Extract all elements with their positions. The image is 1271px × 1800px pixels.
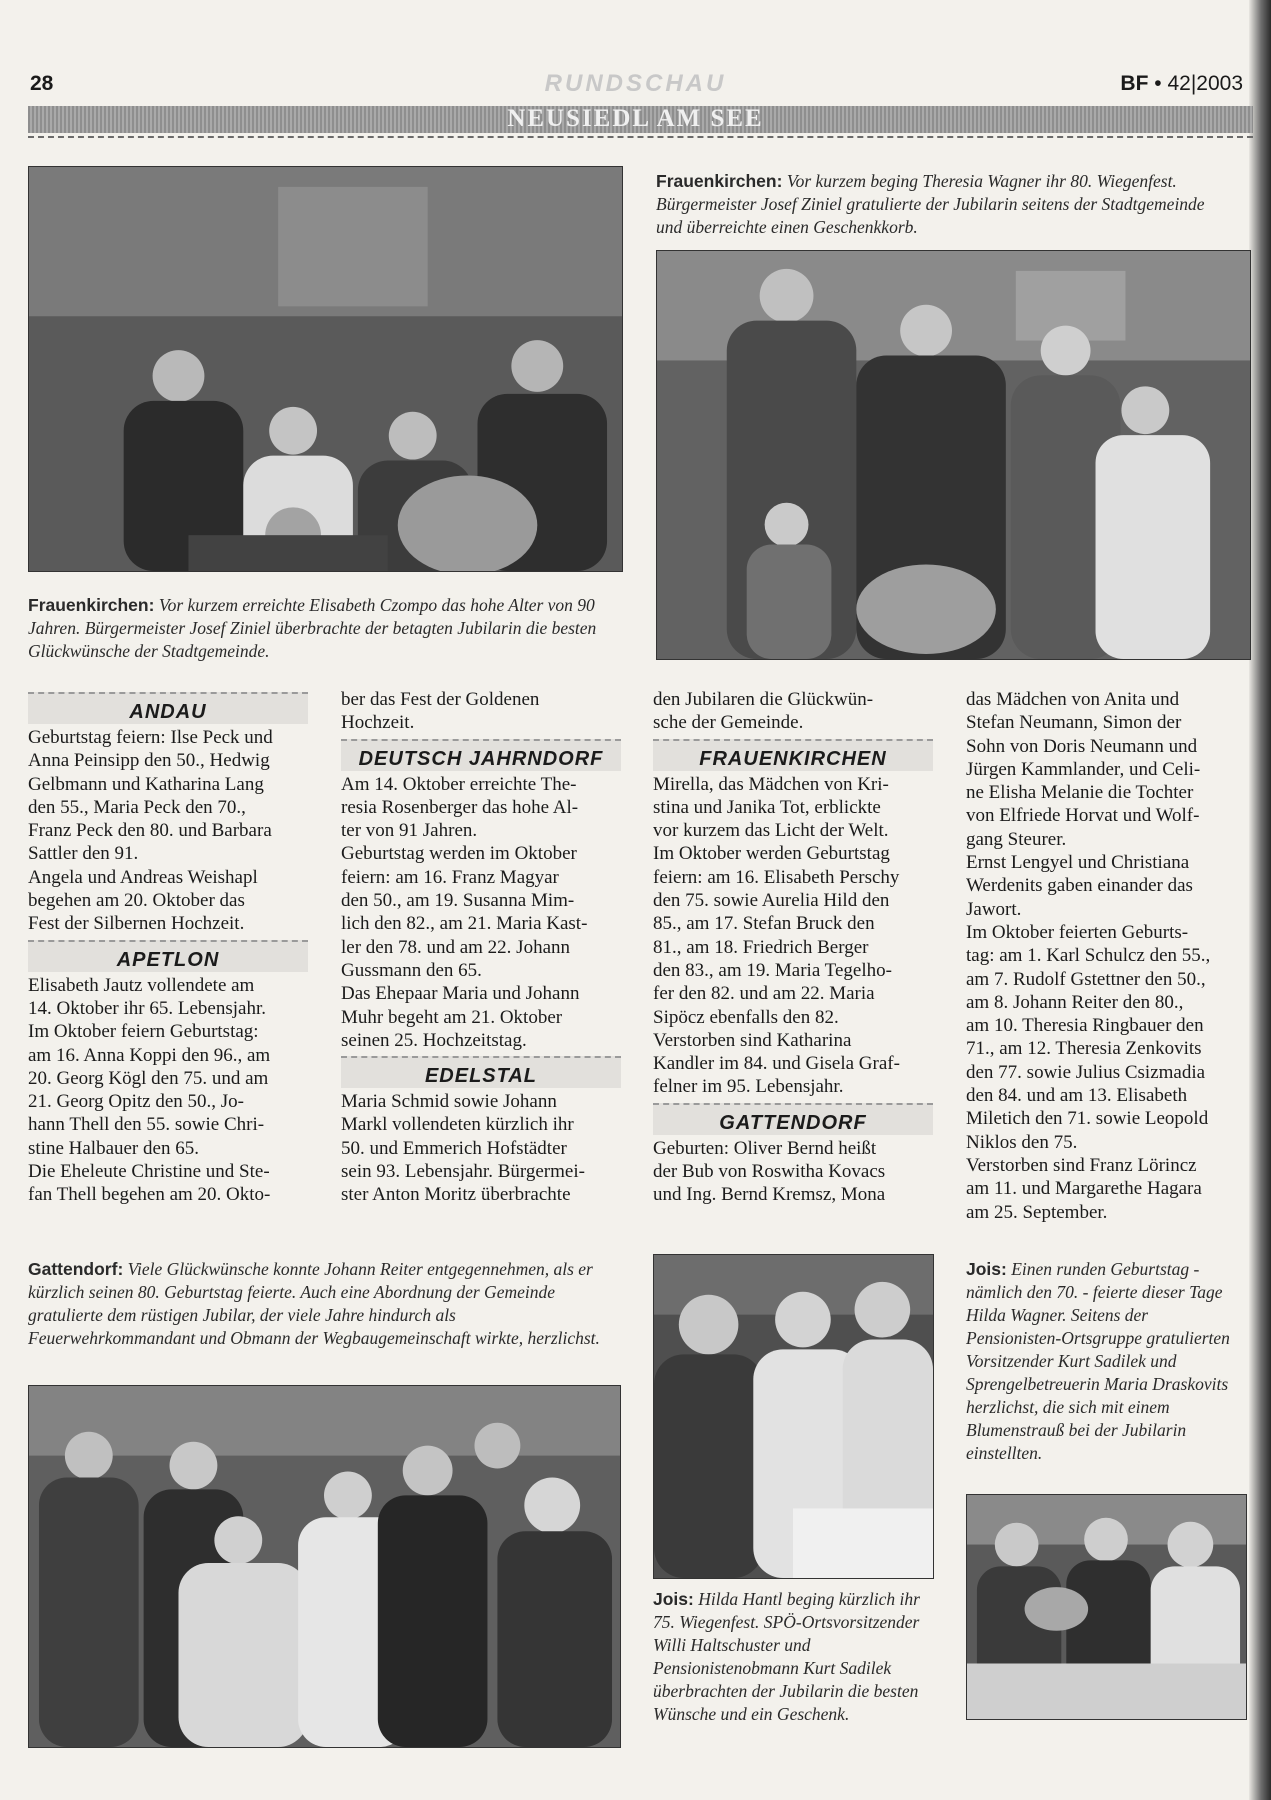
text-line: Geburtstag werden im Oktober bbox=[341, 843, 577, 865]
text-line: den 83., am 19. Maria Tegelho- bbox=[653, 959, 892, 981]
text-line: Muhr begeht am 21. Oktober bbox=[341, 1006, 563, 1028]
text-line: das Mädchen von Anita und bbox=[966, 689, 1180, 710]
text-line: 85., am 17. Stefan Bruck den bbox=[653, 913, 875, 935]
text-line: Gussmann den 65. bbox=[341, 959, 482, 981]
text-line: am 7. Rudolf Gstettner den 50., bbox=[966, 968, 1206, 990]
caption-reiter bbox=[28, 1258, 610, 1350]
article-column-4 bbox=[966, 688, 1251, 1224]
text-line: Verstorben sind Franz Lörincz bbox=[966, 1154, 1197, 1176]
caption-text: Einen runden Geburtstag - nämlich den 70. - feierte dieser Tage Hilda Wagner. Seitens der Pensionisten-Ortsgruppe gratulierten Vorsitzender Kurt Sadilek und Sprengelbetreuerin Maria Draskovits herzlichst, die sich mit einem Blumenstrauß bei der Jubilarin einstellten. bbox=[966, 1259, 1230, 1463]
text-line: Maria Schmid sowie Johann bbox=[341, 1091, 557, 1113]
article-column-2 bbox=[341, 688, 621, 1207]
text-line: am 11. und Margarethe Hagara bbox=[966, 1178, 1202, 1200]
text-line: Markl vollendeten kürzlich ihr bbox=[341, 1114, 574, 1136]
issue-info bbox=[1120, 72, 1243, 96]
caption-hantl bbox=[653, 1588, 938, 1726]
text-line: lich den 82., am 21. Maria Kast- bbox=[341, 913, 588, 935]
text-line: 21. Georg Opitz den 50., Jo- bbox=[28, 1091, 245, 1113]
caption-wagner-jois bbox=[966, 1258, 1246, 1465]
issue-number: 42|2003 bbox=[1167, 72, 1243, 95]
text-line: gang Steurer. bbox=[966, 828, 1067, 850]
text-line: Stefan Neumann, Simon der bbox=[966, 712, 1182, 734]
text-line: Mirella, das Mädchen von Kri- bbox=[653, 773, 889, 795]
heading-deutsch-jahrndorf: DEUTSCH JAHRNDORF bbox=[341, 739, 621, 771]
region-banner-title: NEUSIEDL AM SEE bbox=[507, 105, 764, 132]
photo-people-silhouettes bbox=[967, 1495, 1246, 1719]
photo-people-silhouettes bbox=[654, 1255, 933, 1578]
heading-apetlon: APETLON bbox=[28, 940, 308, 972]
text-line: felner im 95. Lebensjahr. bbox=[653, 1076, 844, 1098]
caption-text: Hilda Hantl beging kürzlich ihr 75. Wiegenfest. SPÖ-Ortsvorsitzender Willi Haltschuster und Pensionistenobmann Kurt Sadilek überbrachten der Jubilarin die besten Wünsche und ein Geschenk. bbox=[653, 1589, 920, 1724]
text-line: Sohn von Doris Neumann und bbox=[966, 735, 1198, 757]
text-line: Gelbmann und Katharina Lang bbox=[28, 773, 264, 795]
text-line: am 25. September. bbox=[966, 1201, 1108, 1223]
text-line: den 84. und am 13. Elisabeth bbox=[966, 1085, 1188, 1107]
text-line: Jürgen Kammlander, und Celi- bbox=[966, 758, 1201, 780]
photo-wagner-birthday bbox=[656, 250, 1251, 660]
heading-gattendorf: GATTENDORF bbox=[653, 1103, 933, 1135]
text-line: 50. und Emmerich Hofstädter bbox=[341, 1137, 567, 1159]
text-line: Geburten: Oliver Bernd heißt bbox=[653, 1137, 877, 1159]
text-line: Die Eheleute Christine und Ste- bbox=[28, 1161, 270, 1183]
photo-people-silhouettes bbox=[29, 1386, 620, 1747]
heading-edelstal: EDELSTAL bbox=[341, 1056, 621, 1088]
photo-wagner-jois-birthday bbox=[966, 1494, 1247, 1720]
photo-hantl-birthday bbox=[653, 1254, 934, 1579]
photo-czompo-birthday bbox=[28, 166, 623, 572]
text-line: Verstorben sind Katharina bbox=[653, 1029, 852, 1051]
text-line: begehen am 20. Oktober das bbox=[28, 890, 245, 912]
text-line: stine Halbauer den 65. bbox=[28, 1137, 199, 1159]
header-dashed-rule bbox=[28, 136, 1253, 138]
caption-text: Viele Glückwünsche konnte Johann Reiter entgegennehmen, als er kürzlich seinen 80. Geburtstag feierte. Auch eine Abordnung der Gemeinde gratulierte dem rüstigen Jubilar, der viele Jahre hindurch als Feuerwehrkommandant und Obmann der Wegbaugemeinschaft wirkte, herzlichst. bbox=[28, 1259, 600, 1348]
caption-location: Jois: bbox=[966, 1259, 1007, 1279]
text-line: 14. Oktober ihr 65. Lebensjahr. bbox=[28, 997, 266, 1019]
text-line: Im Oktober feierten Geburts- bbox=[966, 921, 1189, 943]
text-line: Im Oktober werden Geburtstag bbox=[653, 843, 890, 865]
text-line: Anna Peinsipp den 50., Hedwig bbox=[28, 750, 270, 772]
text-line: Kandler im 84. und Gisela Graf- bbox=[653, 1053, 900, 1075]
text-line: den 75. sowie Aurelia Hild den bbox=[653, 890, 890, 912]
text-line: Das Ehepaar Maria und Johann bbox=[341, 983, 580, 1005]
text-line: Elisabeth Jautz vollendete am bbox=[28, 974, 255, 996]
text-line: ber das Fest der Goldenen bbox=[341, 689, 540, 710]
caption-text: Vor kurzem beging Theresia Wagner ihr 80. Wiegenfest. Bürgermeister Josef Ziniel gratulierte der Jubilarin seitens der Stadtgemeinde und überreichte einen Geschenkkorb. bbox=[656, 171, 1205, 237]
text-line: Fest der Silbernen Hochzeit. bbox=[28, 913, 245, 935]
text-line: seinen 25. Hochzeitstag. bbox=[341, 1029, 527, 1051]
text-line: ne Elisha Melanie die Tochter bbox=[966, 782, 1194, 804]
text-line: den 77. sowie Julius Csizmadia bbox=[966, 1061, 1206, 1083]
text-line: Niklos den 75. bbox=[966, 1131, 1078, 1153]
caption-location: Gattendorf: bbox=[28, 1259, 124, 1279]
text-line: feiern: am 16. Franz Magyar bbox=[341, 866, 559, 888]
photo-people-silhouettes bbox=[29, 167, 622, 571]
issue-separator: • bbox=[1154, 72, 1162, 95]
text-line: stina und Janika Tot, erblickte bbox=[653, 796, 881, 818]
caption-location: Frauenkirchen: bbox=[28, 595, 155, 615]
text-line: von Elfriede Horvat und Wolf- bbox=[966, 805, 1200, 827]
text-line: fan Thell begehen am 20. Okto- bbox=[28, 1184, 271, 1206]
text-line: und Ing. Bernd Kremsz, Mona bbox=[653, 1184, 886, 1206]
caption-text: Vor kurzem erreichte Elisabeth Czompo das hohe Alter von 90 Jahren. Bürgermeister Josef Ziniel überbrachte der betagten Jubilarin die besten Glückwünsche der Stadtgemeinde. bbox=[28, 595, 597, 661]
publication-name: BF bbox=[1120, 72, 1149, 95]
heading-frauenkirchen: FRAUENKIRCHEN bbox=[653, 739, 933, 771]
text-line: Miletich den 71. sowie Leopold bbox=[966, 1108, 1209, 1130]
text-line: 20. Georg Kögl den 75. und am bbox=[28, 1067, 269, 1089]
text-line: 81., am 18. Friedrich Berger bbox=[653, 936, 869, 958]
section-name: RUNDSCHAU bbox=[544, 70, 727, 97]
page-binding-shadow bbox=[1249, 0, 1271, 1800]
text-line: Geburtstag feiern: Ilse Peck und bbox=[28, 727, 273, 748]
text-line: am 8. Johann Reiter den 80., bbox=[966, 991, 1184, 1013]
caption-czompo bbox=[28, 594, 628, 663]
text-line: Sattler den 91. bbox=[28, 843, 139, 865]
caption-location: Frauenkirchen: bbox=[656, 171, 783, 191]
text-line: Sipöcz ebenfalls den 82. bbox=[653, 1006, 839, 1028]
caption-wagner bbox=[656, 170, 1234, 239]
article-column-3 bbox=[653, 688, 933, 1207]
text-line: vor kurzem das Licht der Welt. bbox=[653, 820, 889, 842]
text-line: Im Oktober feiern Geburtstag: bbox=[28, 1021, 259, 1043]
text-line: hann Thell den 55. sowie Chri- bbox=[28, 1114, 265, 1136]
text-line: sche der Gemeinde. bbox=[653, 712, 804, 734]
text-line: am 16. Anna Koppi den 96., am bbox=[28, 1044, 271, 1066]
text-line: den 50., am 19. Susanna Mim- bbox=[341, 890, 575, 912]
text-line: ster Anton Moritz überbrachte bbox=[341, 1184, 571, 1206]
text-line: tag: am 1. Karl Schulcz den 55., bbox=[966, 945, 1211, 967]
article-column-1 bbox=[28, 692, 308, 1207]
text-line: 71., am 12. Theresia Zenkovits bbox=[966, 1038, 1202, 1060]
text-line: Hochzeit. bbox=[341, 712, 415, 734]
text-line: Ernst Lengyel und Christiana bbox=[966, 852, 1190, 874]
text-line: fer den 82. und am 22. Maria bbox=[653, 983, 875, 1005]
text-line: den 55., Maria Peck den 70., bbox=[28, 796, 246, 818]
text-line: den Jubilaren die Glückwün- bbox=[653, 689, 874, 710]
text-line: feiern: am 16. Elisabeth Perschy bbox=[653, 866, 900, 888]
text-line: der Bub von Roswitha Kovacs bbox=[653, 1161, 886, 1183]
text-line: sein 93. Lebensjahr. Bürgermei- bbox=[341, 1161, 585, 1183]
text-line: ler den 78. und am 22. Johann bbox=[341, 936, 571, 958]
text-line: Am 14. Oktober erreichte The- bbox=[341, 773, 577, 795]
page-number: 28 bbox=[30, 72, 54, 95]
photo-reiter-birthday bbox=[28, 1385, 621, 1748]
text-line: Franz Peck den 80. und Barbara bbox=[28, 820, 272, 842]
text-line: am 10. Theresia Ringbauer den bbox=[966, 1015, 1204, 1037]
caption-location: Jois: bbox=[653, 1589, 694, 1609]
photo-people-silhouettes bbox=[657, 251, 1250, 659]
text-line: Werdenits gaben einander das bbox=[966, 875, 1193, 897]
text-line: Jawort. bbox=[966, 898, 1022, 920]
text-line: ter von 91 Jahren. bbox=[341, 820, 478, 842]
heading-andau: ANDAU bbox=[28, 692, 308, 724]
text-line: resia Rosenberger das hohe Al- bbox=[341, 796, 579, 818]
text-line: Angela und Andreas Weishapl bbox=[28, 866, 258, 888]
